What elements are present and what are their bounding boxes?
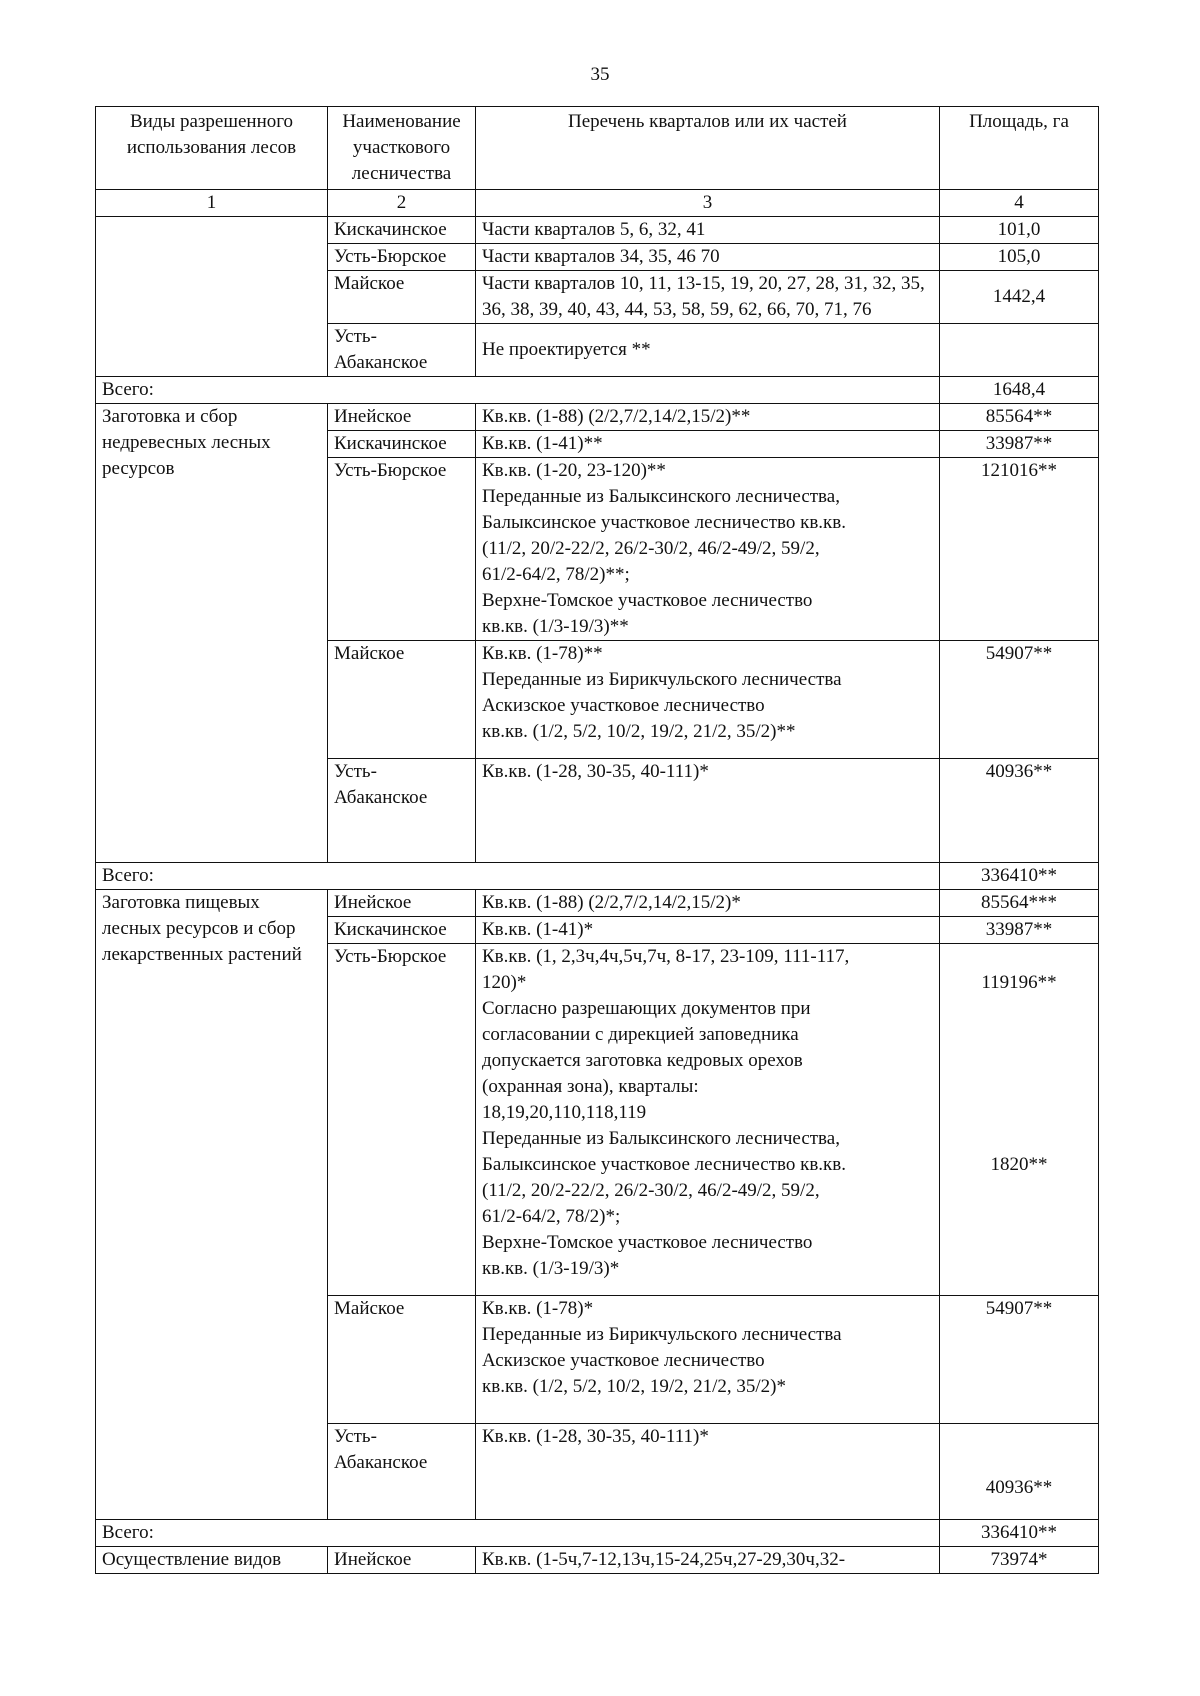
use-type-cell <box>96 217 328 377</box>
quarters-list: Кв.кв. (1-28, 30-35, 40-111)* <box>476 759 940 863</box>
forestry-name: Инейское <box>328 1547 476 1574</box>
total-value: 336410** <box>940 1520 1099 1547</box>
forestry-name: Усть-Бюрское <box>328 244 476 271</box>
table-row <box>96 1547 1099 1574</box>
quarters-list: Кв.кв. (1-88) (2/2,7/2,14/2,15/2)** <box>476 404 940 431</box>
quarters-list: Кв.кв. (1-88) (2/2,7/2,14/2,15/2)* <box>476 890 940 917</box>
area-value <box>940 324 1099 377</box>
quarters-list: Не проектируется ** <box>476 324 940 377</box>
area-value: 54907** <box>940 641 1099 759</box>
forestry-name: Майское <box>328 641 476 759</box>
column-number: 4 <box>940 190 1099 217</box>
area-value: 73974* <box>940 1547 1099 1574</box>
use-type-cell: Осуществление видов <box>96 1547 328 1574</box>
area-value: 101,0 <box>940 217 1099 244</box>
area-value: 33987** <box>940 917 1099 944</box>
page-number: 35 <box>590 64 610 85</box>
area-value: 40936** <box>940 1424 1099 1520</box>
forestry-name: Майское <box>328 271 476 324</box>
quarters-list: Кв.кв. (1-78)** Переданные из Бирикчульского лесничества Аскизское участковое лесничество кв.кв. (1/2, 5/2, 10/2, 19/2, 21/2, 35/2)** <box>476 641 940 759</box>
area-value: 85564*** <box>940 890 1099 917</box>
total-value: 1648,4 <box>940 377 1099 404</box>
area-value: 119196** <box>981 972 1057 993</box>
area-value: 105,0 <box>940 244 1099 271</box>
header-use-type: Виды разрешенного использования лесов <box>96 107 328 190</box>
forestry-name: Усть- Абаканское <box>328 1424 476 1520</box>
forestry-name: Усть- Абаканское <box>328 759 476 863</box>
area-value: 33987** <box>940 431 1099 458</box>
forestry-name: Инейское <box>328 890 476 917</box>
area-value: 1442,4 <box>940 271 1099 324</box>
area-value: 54907** <box>940 1296 1099 1424</box>
forestry-name: Инейское <box>328 404 476 431</box>
area-value: 40936** <box>940 759 1099 863</box>
use-type-cell: Заготовка пищевых лесных ресурсов и сбор лекарственных растений <box>96 890 328 1520</box>
forestry-name: Усть-Бюрское <box>328 458 476 641</box>
column-number-row <box>96 190 1099 217</box>
table-row <box>96 890 1099 917</box>
header-forestry-name: Наименование участкового лесничества <box>328 107 476 190</box>
header-quarters-list: Перечень кварталов или их частей <box>476 107 940 190</box>
quarters-list: Кв.кв. (1-78)* Переданные из Бирикчульского лесничества Аскизское участковое лесничество кв.кв. (1/2, 5/2, 10/2, 19/2, 21/2, 35/2)* <box>476 1296 940 1424</box>
total-value: 336410** <box>940 863 1099 890</box>
forestry-name: Усть- Абаканское <box>328 324 476 377</box>
forestry-name: Кискачинское <box>328 217 476 244</box>
use-type-cell: Заготовка и сбор недревесных лесных ресурсов <box>96 404 328 863</box>
quarters-list: Кв.кв. (1-20, 23-120)** Переданные из Балыксинского лесничества, Балыксинское участковое лесничество кв.кв. (11/2, 20/2-22/2, 26/2-30/2, 46/2-49/2, 59/2, 61/2-64/2, 78/2)**; Верхне-Томское участковое лесничество кв.кв. (1/3-19/3)** <box>476 458 940 641</box>
area-cell <box>940 944 1099 1296</box>
quarters-list: Части кварталов 5, 6, 32, 41 <box>476 217 940 244</box>
quarters-list: Части кварталов 10, 11, 13-15, 19, 20, 27, 28, 31, 32, 35, 36, 38, 39, 40, 43, 44, 53, 58, 59, 62, 66, 70, 71, 76 <box>476 271 940 324</box>
table-row <box>96 217 1099 244</box>
total-row <box>96 863 1099 890</box>
forestry-name: Кискачинское <box>328 431 476 458</box>
header-row <box>96 107 1099 190</box>
quarters-list: Кв.кв. (1-41)** <box>476 431 940 458</box>
table-row <box>96 404 1099 431</box>
quarters-list: Кв.кв. (1-28, 30-35, 40-111)* <box>476 1424 940 1520</box>
total-row <box>96 1520 1099 1547</box>
forestry-name: Майское <box>328 1296 476 1424</box>
forestry-name: Кискачинское <box>328 917 476 944</box>
quarters-list: Кв.кв. (1-5ч,7-12,13ч,15-24,25ч,27-29,30ч,32- <box>476 1547 940 1574</box>
quarters-list: Части кварталов 34, 35, 46 70 <box>476 244 940 271</box>
area-value: 85564** <box>940 404 1099 431</box>
quarters-list: Кв.кв. (1-41)* <box>476 917 940 944</box>
forestry-name: Усть-Бюрское <box>328 944 476 1296</box>
quarters-list: Кв.кв. (1, 2,3ч,4ч,5ч,7ч, 8-17, 23-109, 111-117, 120)* Согласно разрешающих документов при согласовании с дирекцией заповедника допускается заготовка кедровых орехов (охранная зона), кварталы: 18,19,20,110,118,119 Переданные из Балыксинского лесничества, Балыксинское участковое лесничество кв.кв. (11/2, 20/2-22/2, 26/2-30/2, 46/2-49/2, 59/2, 61/2-64/2, 78/2)*; Верхне-Томское участковое лесничество кв.кв. (1/3-19/3)* <box>476 944 940 1296</box>
total-label: Всего: <box>96 1520 940 1547</box>
area-value: 121016** <box>940 458 1099 641</box>
column-number: 3 <box>476 190 940 217</box>
total-label: Всего: <box>96 863 940 890</box>
header-area: Площадь, га <box>940 107 1099 190</box>
total-row <box>96 377 1099 404</box>
total-label: Всего: <box>96 377 940 404</box>
column-number: 1 <box>96 190 328 217</box>
area-value-secondary: 1820** <box>990 1154 1048 1175</box>
forest-use-table <box>95 106 1099 1574</box>
column-number: 2 <box>328 190 476 217</box>
